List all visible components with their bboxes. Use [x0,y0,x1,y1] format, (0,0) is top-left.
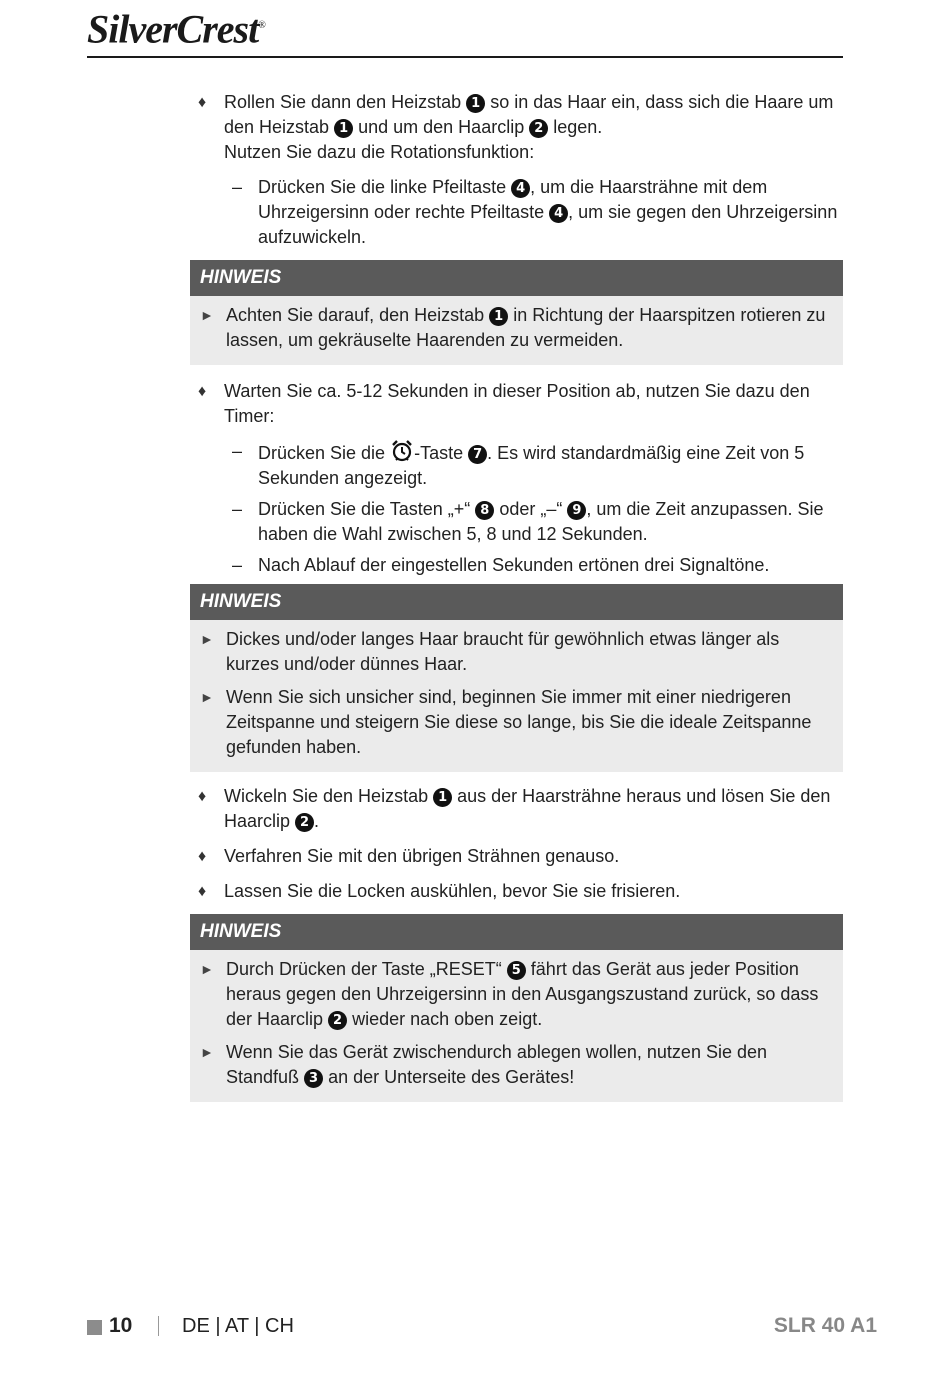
step-text: Rollen Sie dann den Heizstab [224,92,462,112]
page-footer [87,1314,877,1344]
arrow-right-icon: ► [200,1044,214,1060]
callout-number: 2 [529,119,548,138]
note-text: fährt das Gerät aus jeder Position heraus gegen den Uhrzeigersinn in den Ausgangszustand zurück, so dass der Haarclip [226,959,819,1029]
diamond-bullet-icon: ♦ [198,383,207,400]
brand-name: SilverCrest [87,6,259,52]
callout-number: 4 [511,179,530,198]
callout-number: 1 [334,119,353,138]
callout-number: 1 [433,788,452,807]
diamond-bullet-icon: ♦ [198,94,207,111]
substep-timer [190,439,843,491]
arrow-right-icon: ► [200,307,214,323]
model-number: SLR 40 A1 [773,1314,877,1337]
note-text: Durch Drücken der Taste „RESET“ [226,959,502,979]
callout-number: 7 [468,445,487,464]
step-wickeln [190,784,843,834]
note-text: Wenn Sie sich unsicher sind, beginnen Sie immer mit einer niedrigeren Zeitspanne und steigern Sie diese so lange, bis Sie die ideale Zeitspanne gefunden haben. [226,687,812,757]
step-text: und um den Haarclip [358,117,525,137]
step-text: Wickeln Sie den Heizstab [224,786,429,806]
callout-number: 4 [549,204,568,223]
substep-tasten [190,497,843,547]
note-item [200,957,833,1032]
page-number: 10 [109,1314,133,1337]
substep-text: , um die Zeit anzupassen. Sie haben die Wahl zwischen 5, 8 und 12 Sekunden. [258,499,824,544]
note-text: wieder nach oben zeigt. [352,1009,543,1029]
step-text: Lassen Sie die Locken auskühlen, bevor Sie sie frisieren. [224,881,681,901]
step-warten [190,379,843,429]
step-auskuehlen [190,879,843,904]
step-text: so in das Haar ein, dass sich die Haare um den Heizstab [224,92,834,137]
note-box [190,914,843,1102]
footer-divider [158,1316,159,1336]
note-text: in Richtung der Haarspitzen rotieren zu lassen, um gekräuselte Haarenden zu vermeiden. [226,305,826,350]
note-text: an der Unterseite des Gerätes! [328,1067,575,1087]
note-title: HINWEIS [190,584,843,620]
main-content [190,90,843,1114]
step-verfahren [190,844,843,869]
note-title: HINWEIS [190,260,843,296]
callout-number: 5 [507,961,526,980]
substep-text: Drücken Sie die linke Pfeiltaste [258,177,507,197]
substep-text: Drücken Sie die Tasten „+“ [258,499,471,519]
substep-text: -Taste [414,443,464,463]
dash-bullet: – [232,441,243,461]
step-text: . [314,811,320,831]
registered-mark: ® [258,20,265,31]
substep-text: oder „–“ [499,499,563,519]
substep-text: . Es wird standardmäßig eine Zeit von 5 Sekunden angezeigt. [258,443,805,488]
step-text: Verfahren Sie mit den übrigen Strähnen genauso. [224,846,620,866]
arrow-right-icon: ► [200,961,214,977]
dash-bullet: – [232,177,243,197]
header-divider [87,56,843,58]
note-item [200,303,833,353]
diamond-bullet-icon: ♦ [198,883,207,900]
step-text: legen. [553,117,603,137]
substep-text: Nach Ablauf der eingestellen Sekunden ertönen drei Signaltöne. [258,555,770,575]
callout-number: 2 [328,1011,347,1030]
alarm-clock-icon [390,439,414,463]
callout-number: 3 [304,1069,323,1088]
note-item [200,685,833,760]
callout-number: 8 [475,501,494,520]
note-item [200,627,833,677]
callout-number: 1 [466,94,485,113]
step-rollen [190,90,843,165]
footer-square [87,1320,102,1335]
substep-signal [190,553,843,578]
step-text: Warten Sie ca. 5-12 Sekunden in dieser Position ab, nutzen Sie dazu den Timer: [224,381,810,426]
note-text: Dickes und/oder langes Haar braucht für gewöhnlich etwas länger als kurzes und/oder dünnes Haar. [226,629,780,674]
note-text: Achten Sie darauf, den Heizstab [226,305,485,325]
step-text: Nutzen Sie dazu die Rotationsfunktion: [224,142,535,162]
substep-text: , um die Haarsträhne mit dem Uhrzeigersinn oder rechte Pfeiltaste [258,177,768,222]
callout-number: 1 [489,307,508,326]
note-item [200,1040,833,1090]
brand-logo [87,4,265,51]
diamond-bullet-icon: ♦ [198,848,207,865]
language-codes: DE | AT | CH [182,1315,294,1337]
note-box [190,260,843,365]
substep-text: Drücken Sie die [258,443,386,463]
dash-bullet: – [232,499,243,519]
substep-text: , um sie gegen den Uhrzeigersinn aufzuwickeln. [258,202,838,247]
note-title: HINWEIS [190,914,843,950]
callout-number: 9 [567,501,586,520]
arrow-right-icon: ► [200,689,214,705]
step-text: aus der Haarsträhne heraus und lösen Sie den Haarclip [224,786,831,831]
callout-number: 2 [295,813,314,832]
arrow-right-icon: ► [200,631,214,647]
note-box [190,584,843,772]
note-text: Wenn Sie das Gerät zwischendurch ablegen wollen, nutzen Sie den Standfuß [226,1042,768,1087]
diamond-bullet-icon: ♦ [198,788,207,805]
dash-bullet: – [232,555,243,575]
substep-pfeiltaste [190,175,843,250]
